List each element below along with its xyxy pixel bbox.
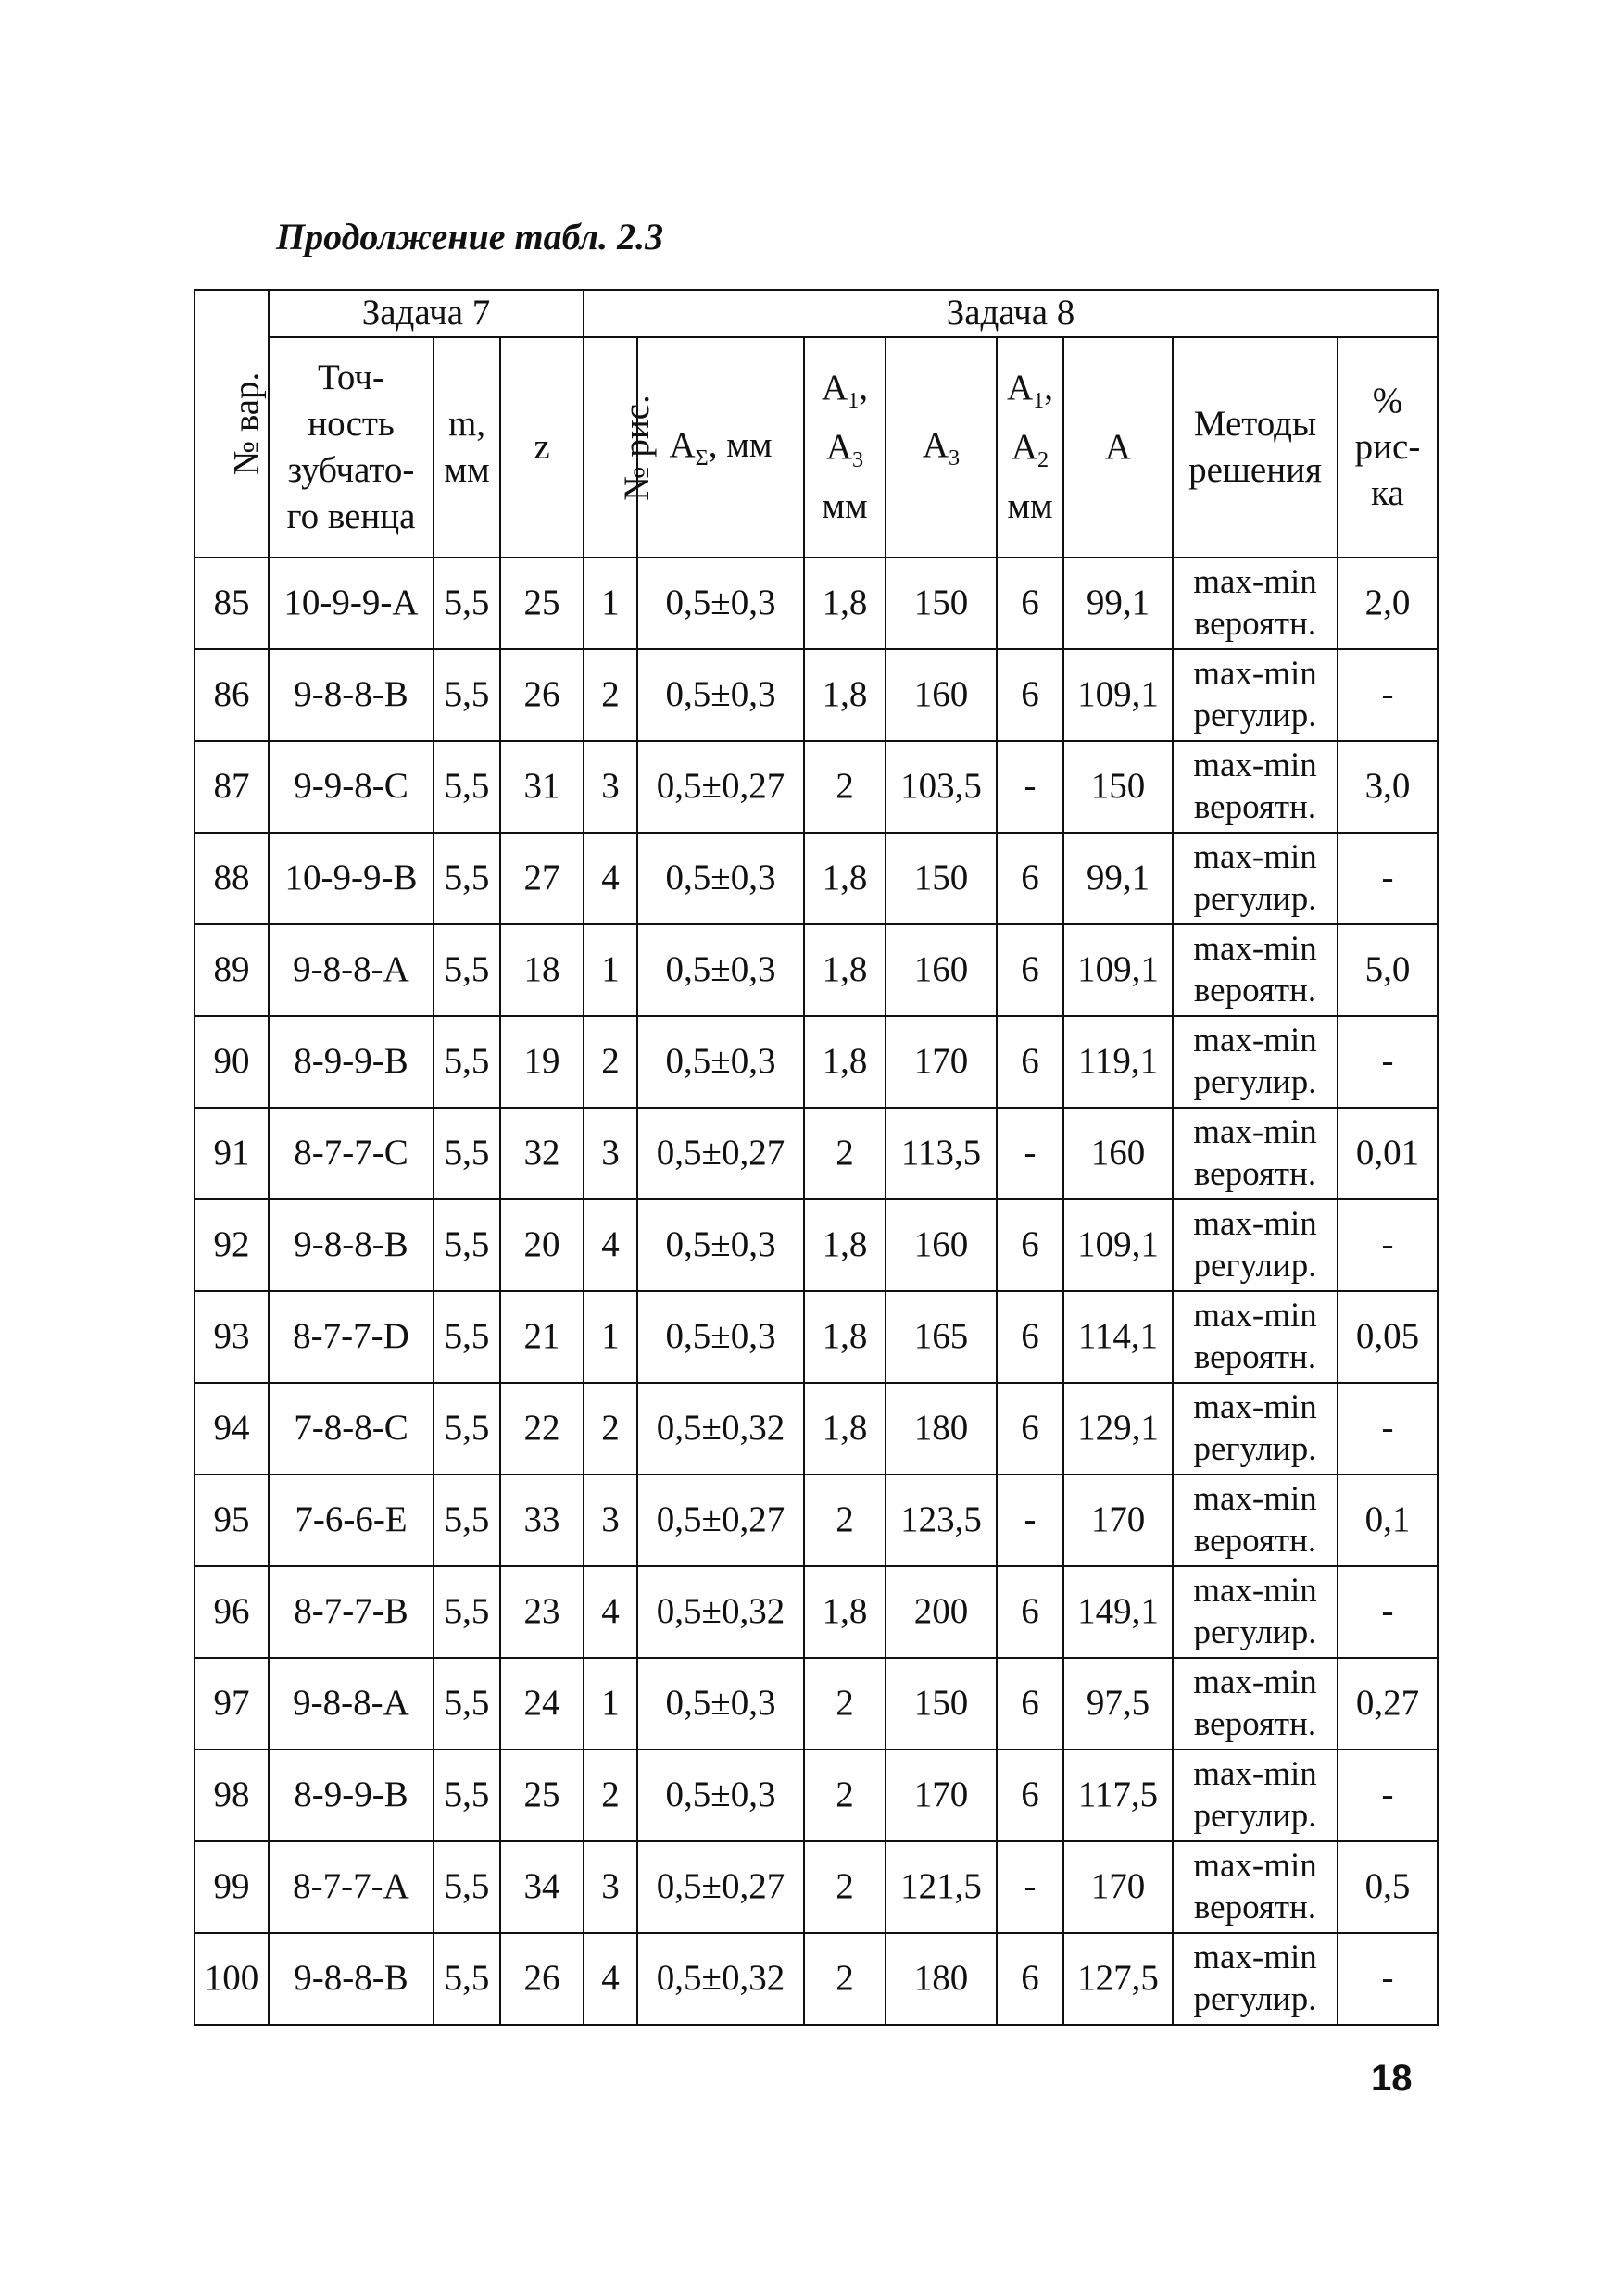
cell-figure: 4: [584, 1933, 637, 2025]
cell-a3: 121,5: [886, 1841, 997, 1933]
cell-a: 149,1: [1063, 1566, 1173, 1658]
cell-teeth: 32: [500, 1108, 584, 1199]
cell-teeth: 25: [500, 1750, 584, 1841]
cell-module: 5,5: [434, 1474, 500, 1566]
cell-asum: 0,5±0,27: [637, 1841, 804, 1933]
table-row: [195, 649, 1438, 741]
table-row: [195, 1291, 1438, 1383]
cell-a3: 123,5: [886, 1474, 997, 1566]
cell-methods: max-min регулир.: [1173, 1933, 1338, 2025]
cell-a1a3: 1,8: [804, 833, 886, 924]
cell-figure: 1: [584, 1658, 637, 1750]
cell-methods: max-min вероятн.: [1173, 1841, 1338, 1933]
cell-a1a2: 6: [997, 924, 1063, 1016]
header-precision: [269, 337, 434, 558]
table-row: [195, 924, 1438, 1016]
cell-module: 5,5: [434, 649, 500, 741]
cell-risk: -: [1338, 1933, 1438, 2025]
cell-variant: 85: [195, 558, 269, 649]
cell-figure: 1: [584, 558, 637, 649]
cell-a1a2: 6: [997, 1383, 1063, 1474]
header-a1a3-label: $A_1$, $A_3$ мм: [821, 368, 868, 526]
cell-precision: 8-9-9-B: [269, 1750, 434, 1841]
cell-a1a3: 2: [804, 1841, 886, 1933]
cell-variant: 93: [195, 1291, 269, 1383]
cell-a1a2: -: [997, 741, 1063, 833]
cell-risk: -: [1338, 1199, 1438, 1291]
cell-a1a3: 2: [804, 1750, 886, 1841]
cell-a1a3: 2: [804, 1108, 886, 1199]
cell-asum: 0,5±0,32: [637, 1383, 804, 1474]
cell-a: 99,1: [1063, 558, 1173, 649]
cell-asum: 0,5±0,3: [637, 1750, 804, 1841]
cell-a: 97,5: [1063, 1658, 1173, 1750]
cell-methods: max-min вероятн.: [1173, 1474, 1338, 1566]
cell-risk: 0,1: [1338, 1474, 1438, 1566]
cell-asum: 0,5±0,3: [637, 1199, 804, 1291]
cell-a1a3: 2: [804, 1474, 886, 1566]
cell-a1a3: 2: [804, 741, 886, 833]
cell-methods: max-min вероятн.: [1173, 558, 1338, 649]
cell-a1a2: 6: [997, 1750, 1063, 1841]
cell-methods: max-min регулир.: [1173, 1566, 1338, 1658]
cell-variant: 90: [195, 1016, 269, 1108]
header-asum: $A_\Sigma$, мм: [637, 337, 804, 558]
header-risk-label: % рис- ка: [1354, 381, 1421, 513]
cell-a1a2: 6: [997, 1933, 1063, 2025]
cell-asum: 0,5±0,3: [637, 1658, 804, 1750]
cell-a3: 160: [886, 924, 997, 1016]
cell-precision: 10-9-9-A: [269, 558, 434, 649]
header-methods: [1173, 337, 1338, 558]
cell-teeth: 26: [500, 1933, 584, 2025]
cell-teeth: 20: [500, 1199, 584, 1291]
cell-module: 5,5: [434, 1383, 500, 1474]
cell-a1a3: 1,8: [804, 924, 886, 1016]
cell-a3: 180: [886, 1383, 997, 1474]
cell-module: 5,5: [434, 924, 500, 1016]
table-row: [195, 1658, 1438, 1750]
cell-a: 99,1: [1063, 833, 1173, 924]
cell-precision: 10-9-9-B: [269, 833, 434, 924]
cell-figure: 1: [584, 924, 637, 1016]
header-risk: [1338, 337, 1438, 558]
cell-precision: 9-8-8-B: [269, 1933, 434, 2025]
cell-methods: max-min вероятн.: [1173, 741, 1338, 833]
table-row: [195, 833, 1438, 924]
cell-a1a2: 6: [997, 1291, 1063, 1383]
cell-risk: 0,05: [1338, 1291, 1438, 1383]
cell-a1a2: 6: [997, 1016, 1063, 1108]
cell-a: 109,1: [1063, 1199, 1173, 1291]
cell-a1a2: 6: [997, 1566, 1063, 1658]
cell-a: 127,5: [1063, 1933, 1173, 2025]
cell-a3: 180: [886, 1933, 997, 2025]
table-row: [195, 1841, 1438, 1933]
cell-figure: 2: [584, 1750, 637, 1841]
cell-a1a3: 2: [804, 1933, 886, 2025]
cell-risk: 0,01: [1338, 1108, 1438, 1199]
cell-precision: 8-7-7-D: [269, 1291, 434, 1383]
cell-figure: 1: [584, 1291, 637, 1383]
cell-asum: 0,5±0,3: [637, 924, 804, 1016]
cell-variant: 95: [195, 1474, 269, 1566]
cell-a3: 200: [886, 1566, 997, 1658]
cell-variant: 92: [195, 1199, 269, 1291]
cell-figure: 2: [584, 649, 637, 741]
cell-a1a2: -: [997, 1841, 1063, 1933]
cell-teeth: 24: [500, 1658, 584, 1750]
cell-precision: 8-7-7-B: [269, 1566, 434, 1658]
cell-a: 160: [1063, 1108, 1173, 1199]
cell-module: 5,5: [434, 1933, 500, 2025]
cell-teeth: 23: [500, 1566, 584, 1658]
cell-a1a3: 1,8: [804, 649, 886, 741]
cell-module: 5,5: [434, 1841, 500, 1933]
table-row: [195, 1108, 1438, 1199]
cell-figure: 3: [584, 1474, 637, 1566]
cell-figure: 3: [584, 741, 637, 833]
header-task7: Задача 7: [269, 290, 584, 337]
cell-module: 5,5: [434, 833, 500, 924]
cell-risk: -: [1338, 649, 1438, 741]
cell-variant: 86: [195, 649, 269, 741]
header-module: [434, 337, 500, 558]
cell-risk: 5,0: [1338, 924, 1438, 1016]
cell-teeth: 19: [500, 1016, 584, 1108]
cell-a1a2: 6: [997, 649, 1063, 741]
header-variant: [195, 290, 269, 558]
cell-methods: max-min вероятн.: [1173, 1291, 1338, 1383]
cell-figure: 3: [584, 1108, 637, 1199]
cell-a3: 103,5: [886, 741, 997, 833]
cell-risk: 2,0: [1338, 558, 1438, 649]
cell-teeth: 33: [500, 1474, 584, 1566]
cell-a1a3: 1,8: [804, 1016, 886, 1108]
cell-a1a2: 6: [997, 833, 1063, 924]
cell-risk: -: [1338, 833, 1438, 924]
cell-precision: 7-6-6-E: [269, 1474, 434, 1566]
header-a3: $A_3$: [886, 337, 997, 558]
cell-a: 119,1: [1063, 1016, 1173, 1108]
cell-teeth: 31: [500, 741, 584, 833]
cell-a1a3: 1,8: [804, 558, 886, 649]
cell-asum: 0,5±0,3: [637, 558, 804, 649]
cell-a: 170: [1063, 1841, 1173, 1933]
cell-module: 5,5: [434, 558, 500, 649]
cell-risk: 0,27: [1338, 1658, 1438, 1750]
cell-module: 5,5: [434, 1658, 500, 1750]
table-row: [195, 1016, 1438, 1108]
cell-a3: 170: [886, 1016, 997, 1108]
cell-risk: 0,5: [1338, 1841, 1438, 1933]
cell-figure: 2: [584, 1383, 637, 1474]
cell-variant: 98: [195, 1750, 269, 1841]
cell-asum: 0,5±0,32: [637, 1933, 804, 2025]
cell-asum: 0,5±0,3: [637, 1016, 804, 1108]
cell-teeth: 21: [500, 1291, 584, 1383]
cell-risk: -: [1338, 1016, 1438, 1108]
table-row: [195, 1750, 1438, 1841]
cell-variant: 88: [195, 833, 269, 924]
cell-a1a3: 1,8: [804, 1199, 886, 1291]
table-row: [195, 1474, 1438, 1566]
cell-module: 5,5: [434, 1750, 500, 1841]
cell-asum: 0,5±0,3: [637, 649, 804, 741]
cell-precision: 7-8-8-C: [269, 1383, 434, 1474]
cell-methods: max-min регулир.: [1173, 1199, 1338, 1291]
header-variant-label: № вар.: [226, 371, 267, 476]
cell-a3: 160: [886, 1199, 997, 1291]
cell-variant: 96: [195, 1566, 269, 1658]
header-methods-label: Методы решения: [1188, 404, 1322, 490]
cell-a3: 165: [886, 1291, 997, 1383]
cell-a1a2: -: [997, 1474, 1063, 1566]
cell-a3: 150: [886, 833, 997, 924]
cell-risk: -: [1338, 1566, 1438, 1658]
cell-a1a3: 1,8: [804, 1291, 886, 1383]
cell-precision: 9-8-8-B: [269, 649, 434, 741]
cell-a1a2: -: [997, 1108, 1063, 1199]
header-a1a2: [997, 337, 1063, 558]
cell-a: 129,1: [1063, 1383, 1173, 1474]
cell-risk: -: [1338, 1750, 1438, 1841]
cell-figure: 2: [584, 1016, 637, 1108]
cell-a: 109,1: [1063, 924, 1173, 1016]
cell-methods: max-min вероятн.: [1173, 1108, 1338, 1199]
table-row: [195, 1199, 1438, 1291]
cell-teeth: 25: [500, 558, 584, 649]
cell-asum: 0,5±0,3: [637, 1291, 804, 1383]
cell-a: 150: [1063, 741, 1173, 833]
cell-a3: 160: [886, 649, 997, 741]
table-row: [195, 741, 1438, 833]
header-figure-label: № рис.: [616, 394, 657, 501]
cell-teeth: 34: [500, 1841, 584, 1933]
header-a: A: [1063, 337, 1173, 558]
cell-methods: max-min регулир.: [1173, 1383, 1338, 1474]
header-a1a3: [804, 337, 886, 558]
cell-a3: 150: [886, 1658, 997, 1750]
cell-methods: max-min регулир.: [1173, 833, 1338, 924]
cell-variant: 99: [195, 1841, 269, 1933]
cell-precision: 8-9-9-B: [269, 1016, 434, 1108]
cell-methods: max-min вероятн.: [1173, 924, 1338, 1016]
cell-module: 5,5: [434, 741, 500, 833]
cell-a1a3: 1,8: [804, 1383, 886, 1474]
header-task8: Задача 8: [584, 290, 1438, 337]
cell-module: 5,5: [434, 1291, 500, 1383]
cell-variant: 87: [195, 741, 269, 833]
cell-teeth: 22: [500, 1383, 584, 1474]
cell-a1a2: 6: [997, 558, 1063, 649]
table-caption: Продолжение табл. 2.3: [276, 216, 664, 257]
cell-asum: 0,5±0,32: [637, 1566, 804, 1658]
cell-module: 5,5: [434, 1566, 500, 1658]
cell-precision: 8-7-7-C: [269, 1108, 434, 1199]
page-number: 18: [1371, 2058, 1413, 2099]
cell-precision: 9-8-8-A: [269, 924, 434, 1016]
cell-precision: 9-9-8-C: [269, 741, 434, 833]
header-teeth: z: [500, 337, 584, 558]
header-figure: [584, 337, 657, 558]
table-row: [195, 558, 1438, 649]
cell-methods: max-min регулир.: [1173, 1750, 1338, 1841]
cell-a1a3: 2: [804, 1658, 886, 1750]
cell-methods: max-min регулир.: [1173, 1016, 1338, 1108]
cell-variant: 100: [195, 1933, 269, 2025]
cell-a1a2: 6: [997, 1658, 1063, 1750]
header-module-label: m, мм: [444, 404, 490, 490]
cell-precision: 8-7-7-A: [269, 1841, 434, 1933]
cell-a1a2: 6: [997, 1199, 1063, 1291]
cell-a3: 150: [886, 558, 997, 649]
cell-methods: max-min вероятн.: [1173, 1658, 1338, 1750]
cell-a: 117,5: [1063, 1750, 1173, 1841]
cell-asum: 0,5±0,27: [637, 741, 804, 833]
cell-precision: 9-8-8-B: [269, 1199, 434, 1291]
cell-precision: 9-8-8-A: [269, 1658, 434, 1750]
cell-figure: 4: [584, 1199, 637, 1291]
header-a1a2-label: $A_1$, $A_2$ мм: [1006, 368, 1053, 526]
cell-figure: 3: [584, 1841, 637, 1933]
cell-module: 5,5: [434, 1199, 500, 1291]
cell-a3: 113,5: [886, 1108, 997, 1199]
variants-table: [194, 289, 1439, 2026]
cell-risk: -: [1338, 1383, 1438, 1474]
cell-variant: 94: [195, 1383, 269, 1474]
cell-asum: 0,5±0,3: [637, 833, 804, 924]
table-row: [195, 1383, 1438, 1474]
table-row: [195, 1566, 1438, 1658]
cell-a: 114,1: [1063, 1291, 1173, 1383]
cell-teeth: 27: [500, 833, 584, 924]
cell-teeth: 26: [500, 649, 584, 741]
cell-a: 170: [1063, 1474, 1173, 1566]
cell-a: 109,1: [1063, 649, 1173, 741]
cell-variant: 91: [195, 1108, 269, 1199]
cell-teeth: 18: [500, 924, 584, 1016]
cell-variant: 89: [195, 924, 269, 1016]
header-precision-label: Точ- ность зубчато- го венца: [286, 358, 416, 536]
cell-module: 5,5: [434, 1108, 500, 1199]
cell-asum: 0,5±0,27: [637, 1108, 804, 1199]
cell-variant: 97: [195, 1658, 269, 1750]
cell-methods: max-min регулир.: [1173, 649, 1338, 741]
cell-figure: 4: [584, 1566, 637, 1658]
table-row: [195, 1933, 1438, 2025]
cell-risk: 3,0: [1338, 741, 1438, 833]
cell-module: 5,5: [434, 1016, 500, 1108]
cell-figure: 4: [584, 833, 637, 924]
cell-asum: 0,5±0,27: [637, 1474, 804, 1566]
cell-a1a3: 1,8: [804, 1566, 886, 1658]
cell-a3: 170: [886, 1750, 997, 1841]
